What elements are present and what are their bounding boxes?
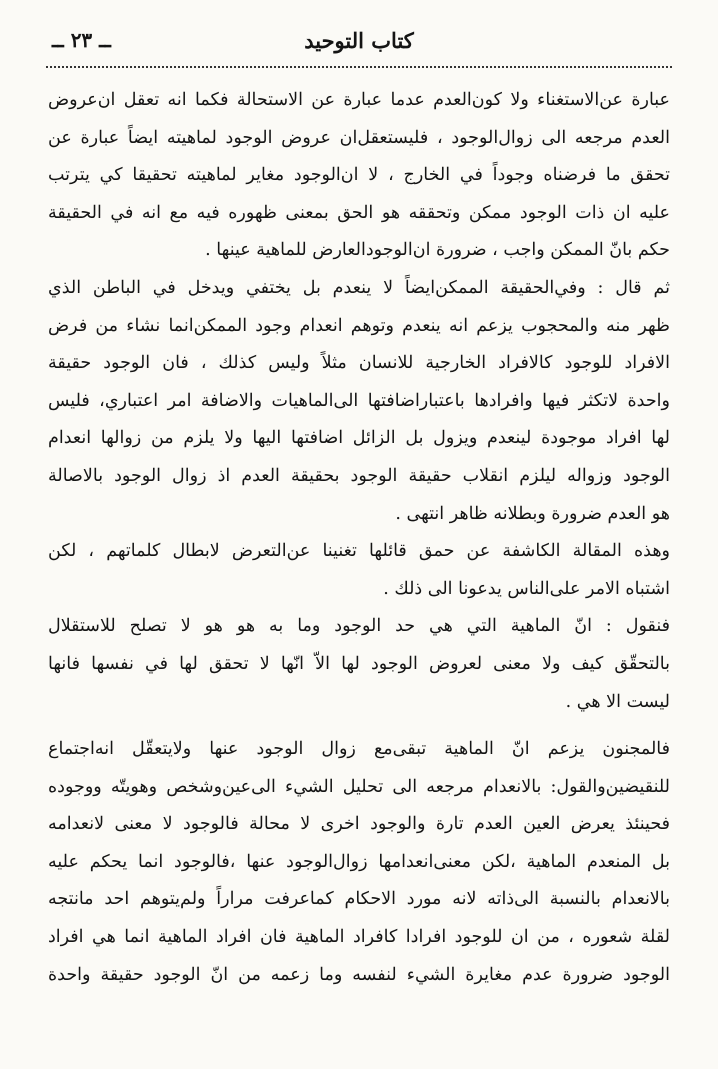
text-line: حكم بانّ الممكن واجب ، ضرورة ان‌الوجود‌العارض للماهية عينها . [205,240,670,261]
text-line: لها افراد موجودة لينعدم ويزول بل الزائل اضافتها اليها ولا يلزم من زوالها انعدام [48,428,670,449]
text-line: لقلة شعوره ، من ان للوجود افرادا كافراد الماهية فان افراد الماهية انما هي افراد [48,927,670,948]
page-number: ــ ٢٣ ــ [52,28,111,52]
paragraph [48,82,670,270]
header-divider [46,66,672,68]
text-line: ثم قال : وفي‌الحقيقة الممكن‌ايضاً لا ينعدم بل يختفي ويدخل في الباطن الذي [48,277,670,298]
text-line: عليه ان ذات الوجود ممكن وتحققه هو الحق بمعنى ظهوره فيه مع انه في الحقيقة [48,202,670,223]
text-line: الوجود وزواله ليلزم انقلاب حقيقة الوجود بحقيقة العدم اذ زوال الوجود بالاصالة [48,465,670,486]
text-line: الوجود ضرورة عدم مغايرة الشيء لنفسه وما زعمه من انّ الوجود حقيقة واحدة [48,964,670,985]
text-line: للنقيضين‌والقول: بالانعدام مرجعه الى تحليل الشيء الى‌عين‌وشخص وهويتّه ووجوده [48,776,670,797]
text-line: فالمجنون يزعم انّ الماهية تبقى‌مع زوال الوجود عنها ولايتعقّل انه‌اجتماع [48,739,670,760]
text-line: اشتباه الامر على‌الناس يدعونا الى ذلك . [383,578,670,599]
text-line: ليست الا هي . [565,691,670,712]
paragraph [48,533,670,608]
body-text [48,82,670,994]
paragraph [48,731,670,994]
text-line: فحينئذ يعرض العين العدم تارة والوجود اخرى لا محالة فالوجود لا معنى لانعدامه [48,814,670,835]
paragraph [48,608,670,721]
text-line: وهذه المقالة الكاشفة عن حمق قائلها تغنينا عن‌التعرض لابطال كلماتهم ، لكن [48,541,670,562]
text-line: بل المنعدم الماهية ،لكن معنى‌انعدامها زوال‌الوجود عنها ،فالوجود انما يحكم عليه [48,851,670,872]
text-line: بالانعدام بالنسبة الى‌ذاته لانه مورد الاحكام كما‌عرفت مراراً ولم‌يتوهم احد مانتجه [48,889,670,910]
text-line: واحدة لاتكثر فيها وافرادها باعتبار‌اضافتها الى‌الماهيات والاضافة امر اعتباري، فليس [48,390,670,411]
text-line: بالتحقّق كيف ولا معنى لعروض الوجود لها الاّ انّها لا تحقق لها في نفسها فانها [48,653,670,674]
text-line: هو العدم ضرورة وبطلانه ظاهر انتهى . [395,503,670,524]
page-header [46,20,672,60]
text-line: تحقق ما فرضناه وجوداً في الخارج ، لا ان‌الوجود مغاير لماهيته تحقيقا كي يترتب [48,165,670,186]
paragraph-gap [48,721,670,731]
text-line: فنقول : انّ الماهية التي هي حد الوجود وما به هو هو لا تصلح للاستقلال [48,616,670,637]
text-line: عبارة عن‌الاستغناء ولا كون‌العدم عدما عبارة عن الاستحالة فكما انه تعقل ان‌عروض [48,90,670,110]
text-line: ظهر منه والمحجوب يزعم انه ينعدم وتوهم انعدام وجود الممكن‌انما نشاء من فرض [48,315,670,336]
book-title: كتاب التوحيد [304,28,414,53]
text-line: الافراد للوجود كالافراد الخارجية للانسان مثلاً وليس كذلك ، فان الوجود حقيقة [48,353,670,374]
text-line: العدم مرجعه الى زوال‌الوجود ، فليستعقل‌ان عروض الوجود لماهيته ايضاً عبارة عن [48,127,670,148]
paragraph [48,270,670,533]
